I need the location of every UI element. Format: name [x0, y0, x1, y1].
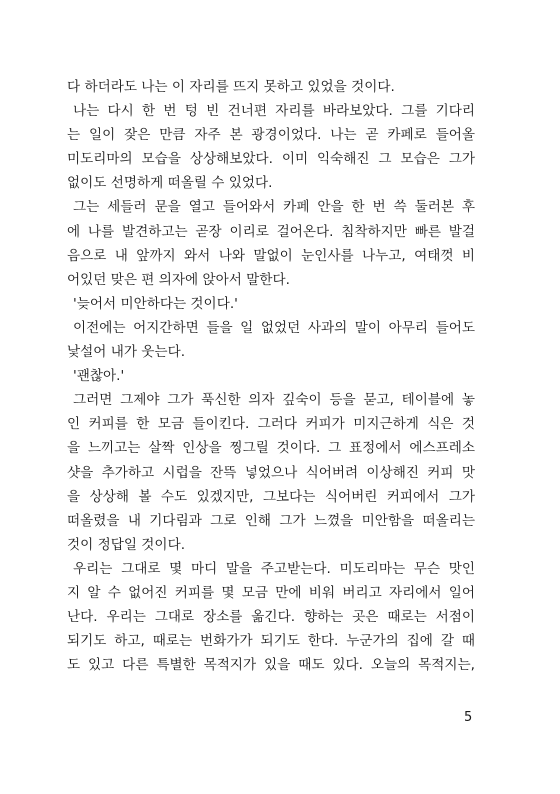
text-line: 낯설어 내가 웃는다.	[67, 344, 186, 361]
text-line: 떠올렸을 내 기다림과 그로 인해 그가 느꼈을 미안함을 떠올리는	[67, 512, 475, 529]
text-line: 그는 세들러 문을 열고 들어와서 카페 안을 한 번 쓱 둘러본 후	[73, 199, 475, 216]
text-line: 음으로 내 앞까지 와서 나와 말없이 눈인사를 나누고, 여태껏 비	[67, 247, 475, 264]
text-line: 인 커피를 한 모금 들이킨다. 그러다 커피가 미지근하게 식은 것	[67, 416, 475, 433]
text-line: 없이도 선명하게 떠올릴 수 있었다.	[67, 175, 273, 192]
text-line: 을 느끼고는 살짝 인상을 찡그릴 것이다. 그 표정에서 에스프레소	[67, 440, 475, 457]
text-line: 것이 정답일 것이다.	[67, 536, 186, 553]
text-line: 이전에는 어지간하면 들을 일 없었던 사과의 말이 아무리 들어도	[73, 319, 475, 336]
text-line: 그러면 그제야 그가 푹신한 의자 깊숙이 등을 묻고, 테이블에 놓	[73, 392, 475, 409]
text-line: 되기도 하고, 때로는 번화가가 되기도 한다. 누군가의 집에 갈 때	[67, 633, 475, 650]
text-line: 난다. 우리는 그대로 장소를 옮긴다. 향하는 곳은 때로는 서점이	[67, 609, 475, 626]
text-line: 다 하더라도 나는 이 자리를 뜨지 못하고 있었을 것이다.	[67, 79, 395, 95]
text-line: 을 상상해 볼 수도 있겠지만, 그보다는 식어버린 커피에서 그가	[67, 488, 475, 505]
body-text	[67, 75, 475, 677]
text-line: '괜찮아.'	[73, 368, 125, 385]
text-line: 도 있고 다른 특별한 목적지가 있을 때도 있다. 오늘의 목적지는,	[67, 657, 475, 674]
text-line: 에 나를 발견하고는 곧장 이리로 걸어온다. 침착하지만 빠른 발걸	[67, 223, 475, 240]
text-line: 나는 다시 한 번 텅 빈 건너편 자리를 바라보았다. 그를 기다리	[73, 103, 475, 120]
page-number: 5	[464, 710, 473, 725]
text-line: '늦어서 미안하다는 것이다.'	[73, 295, 238, 312]
text-line: 우리는 그대로 몇 마디 말을 주고받는다. 미도리마는 무슨 맛인	[73, 560, 475, 577]
text-line: 어있던 맞은 편 의자에 앉아서 말한다.	[67, 271, 290, 288]
text-line: 지 알 수 없어진 커피를 몇 모금 만에 비워 버리고 자리에서 일어	[67, 584, 475, 601]
text-line: 는 일이 잦은 만큼 자주 본 광경이었다. 나는 곧 카페로 들어올	[67, 127, 475, 144]
text-line: 샷을 추가하고 시럽을 잔뜩 넣었으나 식어버려 이상해진 커피 맛	[67, 464, 475, 481]
text-line: 미도리마의 모습을 상상해보았다. 이미 익숙해진 그 모습은 그가	[67, 151, 475, 168]
